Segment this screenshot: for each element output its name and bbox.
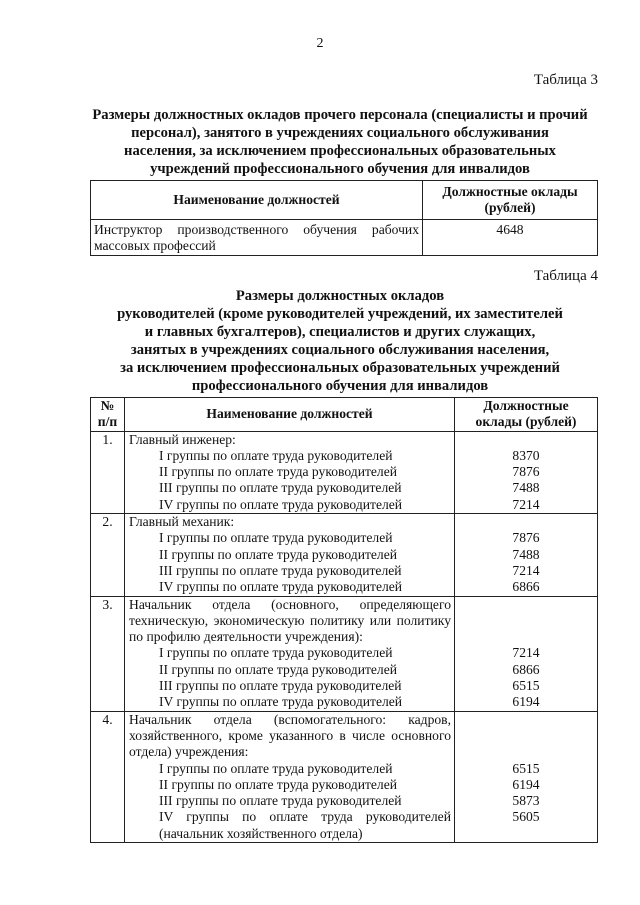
position-title: Главный механик: — [129, 514, 235, 530]
table-row — [91, 711, 598, 842]
salary-value: 8370 — [512, 447, 540, 463]
salary-spacer — [455, 597, 597, 613]
salary-cell — [455, 431, 598, 513]
row-number: 4. — [91, 711, 125, 842]
salary-value: 6194 — [512, 694, 540, 710]
pay-group-label: III группы по оплате труда руководителей — [159, 793, 402, 809]
salary-cell — [455, 711, 598, 842]
position-cell — [125, 431, 455, 513]
salary-value: 5873 — [512, 793, 540, 809]
header-line: Должностные оклады — [442, 183, 578, 199]
salary-cell — [455, 596, 598, 711]
salary-value: 6194 — [512, 776, 540, 792]
pay-group-label: III группы по оплате труда руководителей — [159, 562, 402, 578]
column-header-position: Наименование должностей — [91, 181, 423, 220]
pay-group-label: I группы по оплате труда руководителей — [159, 530, 393, 546]
salary-spacer — [455, 712, 597, 728]
heading-line: за исключением профессиональных образовательных учреждений — [120, 360, 560, 376]
salary-value: 7876 — [512, 530, 540, 546]
column-header-salary — [455, 398, 598, 432]
header-line: № — [100, 398, 115, 413]
column-header-number — [91, 398, 125, 432]
salary-spacer — [455, 744, 597, 760]
heading-line: и главных бухгалтеров), специалистов и других служащих, — [144, 324, 536, 340]
pay-group-label: II группы по оплате труда руководителей — [159, 546, 398, 562]
pay-group-label: III группы по оплате труда руководителей — [159, 480, 402, 496]
column-header-salary — [423, 181, 598, 220]
header-line: Должностные — [483, 398, 569, 413]
pay-group-label: IV группы по оплате труда руководителей — [159, 579, 403, 595]
table-header-row — [91, 181, 598, 220]
table-4 — [90, 397, 598, 843]
position-cell — [125, 596, 455, 711]
salary-value: 7488 — [512, 480, 540, 496]
pay-group-label: I группы по оплате труда руководителей — [159, 760, 393, 776]
salary-value: 7214 — [512, 645, 540, 661]
pay-group-label: IV группы по оплате труда руководителей (начальник хозяйственного отдела) — [159, 809, 451, 841]
salary-value: 7876 — [512, 464, 540, 480]
table-row — [91, 514, 598, 596]
salary-spacer — [455, 613, 597, 629]
heading-line: занятых в учреждениях социального обслуживания населения, — [130, 342, 550, 358]
pay-group-label: II группы по оплате труда руководителей — [159, 776, 398, 792]
salary-value: 4648 — [423, 220, 598, 256]
pay-group-label: IV группы по оплате труда руководителей — [159, 694, 403, 710]
table-3 — [90, 180, 598, 256]
heading-line: населения, за исключением профессиональных образовательных — [124, 143, 556, 159]
salary-value: 5605 — [512, 809, 540, 825]
pay-group-label: II группы по оплате труда руководителей — [159, 464, 398, 480]
table-4-heading — [60, 287, 620, 395]
position-title: Начальник отдела (основного, определяющего техническую, экономическую политику или политику по профилю деятельности учреждения): — [129, 596, 451, 645]
salary-value: 7488 — [512, 546, 540, 562]
heading-line: Размеры должностных окладов прочего персонала (специалисты и прочий — [92, 107, 588, 123]
row-number: 3. — [91, 596, 125, 711]
position-title: Главный инженер: — [129, 431, 236, 447]
pay-group-label: I группы по оплате труда руководителей — [159, 645, 393, 661]
header-line: оклады (рублей) — [475, 414, 577, 430]
table-3-label: Таблица 3 — [533, 72, 598, 88]
table-row — [91, 220, 598, 256]
salary-value: 7214 — [512, 562, 540, 578]
heading-line: профессионального обучения для инвалидов — [191, 378, 489, 394]
salary-spacer — [455, 432, 597, 448]
salary-cell — [455, 514, 598, 596]
table-header-row — [91, 398, 598, 432]
pay-group-label: I группы по оплате труда руководителей — [159, 447, 393, 463]
heading-line: учреждений профессионального обучения для инвалидов — [150, 161, 530, 177]
table-4-body — [91, 431, 598, 842]
table-row — [91, 431, 598, 513]
salary-value: 6515 — [512, 678, 540, 694]
table-3-heading — [60, 106, 620, 178]
heading-line: персонал), занятого в учреждениях социального обслуживания — [131, 125, 549, 141]
salary-spacer — [455, 629, 597, 645]
pay-group-label: III группы по оплате труда руководителей — [159, 678, 402, 694]
salary-spacer — [455, 728, 597, 744]
table-4-label: Таблица 4 — [533, 268, 598, 284]
table-row — [91, 596, 598, 711]
heading-line: Размеры должностных окладов — [235, 288, 445, 304]
pay-group-label: II группы по оплате труда руководителей — [159, 661, 398, 677]
position-name: Инструктор производственного обучения рабочих массовых профессий — [91, 220, 423, 256]
row-number: 2. — [91, 514, 125, 596]
row-number: 1. — [91, 431, 125, 513]
pay-group-label: IV группы по оплате труда руководителей — [159, 496, 403, 512]
salary-value: 6866 — [512, 579, 540, 595]
position-cell — [125, 711, 455, 842]
column-header-position: Наименование должностей — [125, 398, 455, 432]
heading-line: руководителей (кроме руководителей учреждений, их заместителей — [117, 306, 563, 322]
salary-spacer — [455, 514, 597, 530]
salary-value: 6866 — [512, 661, 540, 677]
header-line: (рублей) — [484, 200, 536, 215]
position-cell — [125, 514, 455, 596]
salary-value: 6515 — [512, 760, 540, 776]
header-line: п/п — [97, 414, 118, 430]
salary-value: 7214 — [512, 496, 540, 512]
page-number: 2 — [316, 36, 324, 51]
position-title: Начальник отдела (вспомогательного: кадров, хозяйственного, кроме указанного в числе основного отдела) учреждения: — [129, 711, 451, 760]
